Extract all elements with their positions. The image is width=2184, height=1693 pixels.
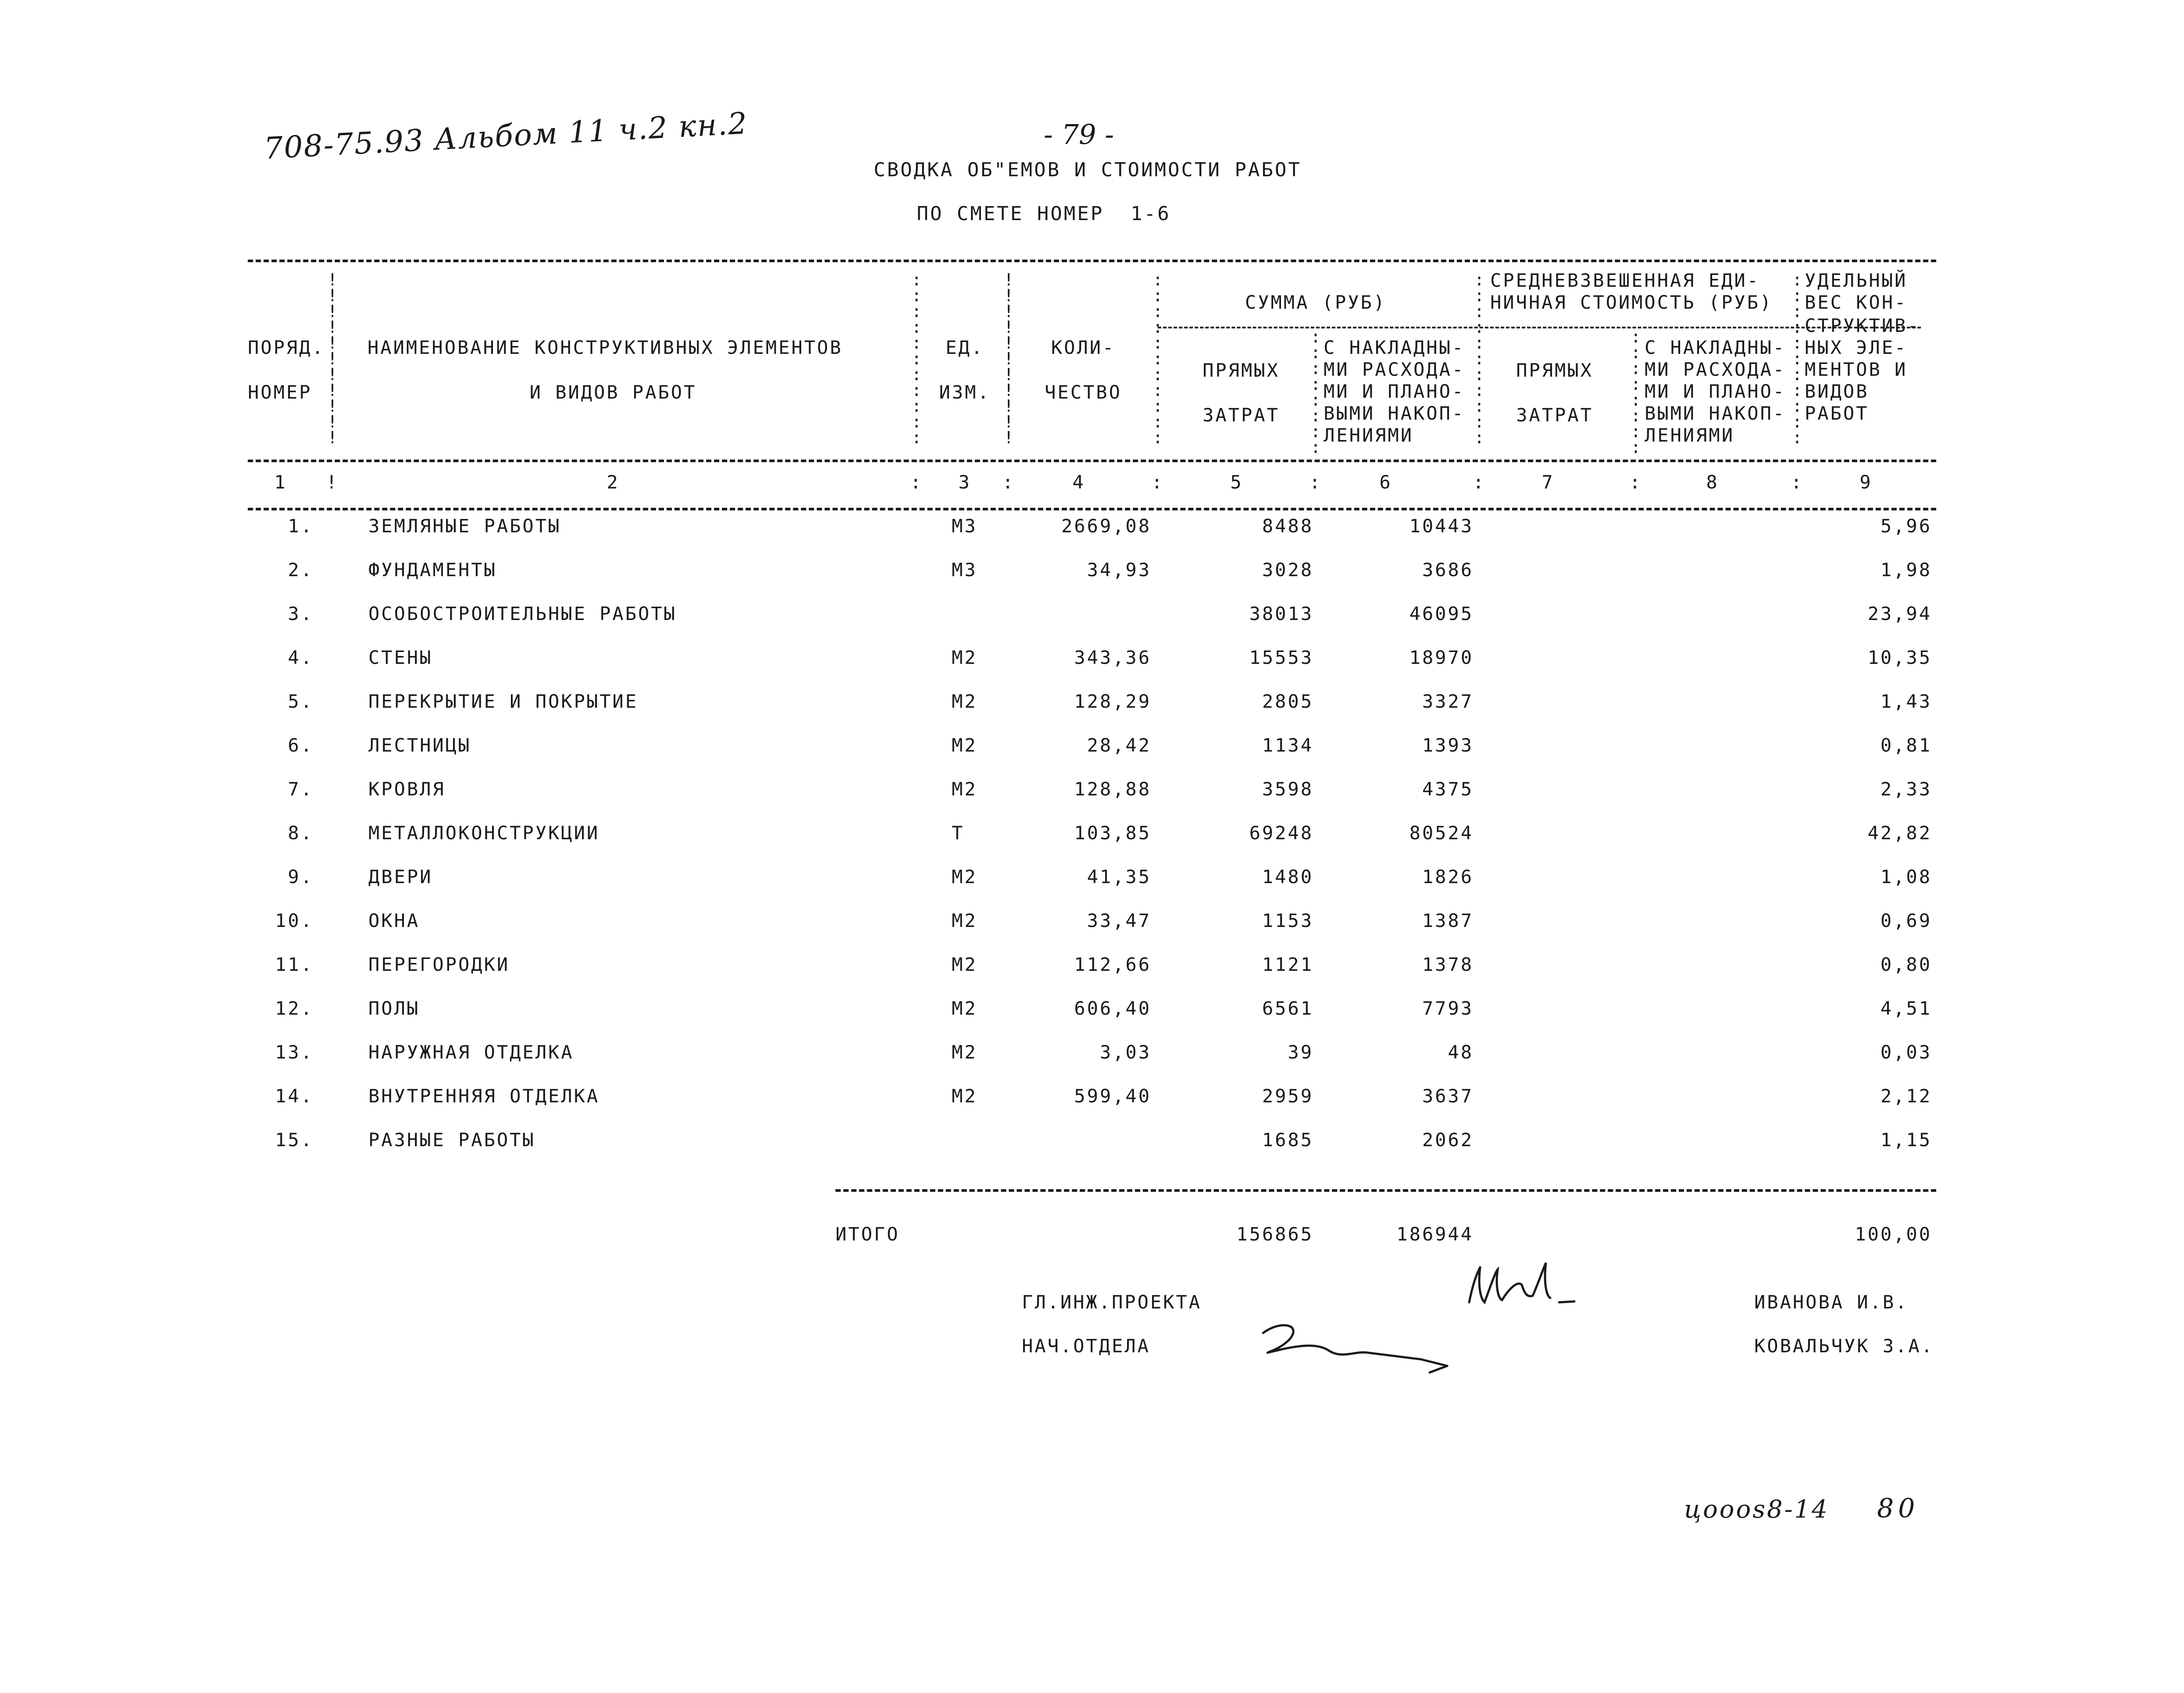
col7-header-line1: ПРЯМЫХ xyxy=(1516,360,1593,381)
col-number: 9 xyxy=(1859,471,1873,493)
row-overhead: 10443 xyxy=(1409,515,1474,537)
header-separator: : : : : : : : : : : : xyxy=(1474,270,1485,447)
row-name: ОСОБОСТРОИТЕЛЬНЫЕ РАБОТЫ xyxy=(368,603,677,624)
col6-header-line1: С НАКЛАДНЫ- xyxy=(1324,337,1465,358)
col-number: 1 xyxy=(274,471,287,493)
row-direct: 1480 xyxy=(1262,866,1313,887)
col-number: 6 xyxy=(1379,471,1392,493)
col5-header-line2: ЗАТРАТ xyxy=(1203,404,1280,426)
header-separator: : : : : : : : : xyxy=(1631,327,1641,457)
row-name: ПЕРЕГОРОДКИ xyxy=(368,954,510,975)
row-number: 11. xyxy=(275,954,314,975)
archive-stamp: цоооs8-14 xyxy=(1684,1495,1829,1524)
row-name: ПЕРЕКРЫТИЕ И ПОКРЫТИЕ xyxy=(368,691,639,712)
col3-header-line1: ЕД. xyxy=(946,337,984,358)
col8-header-line5: ЛЕНИЯМИ xyxy=(1645,424,1735,446)
col-number-separator: : xyxy=(1473,471,1486,493)
col6-header-line4: ВЫМИ НАКОП- xyxy=(1324,403,1465,424)
col9-header-line6: ВИДОВ xyxy=(1805,381,1869,402)
row-overhead: 1387 xyxy=(1422,910,1474,931)
row-unit: Т xyxy=(952,822,965,844)
row-unit: М2 xyxy=(952,998,978,1019)
col1-header-line1: ПОРЯД. xyxy=(248,337,325,358)
col2-header-line2: И ВИДОВ РАБОТ xyxy=(529,381,697,403)
row-number: 9. xyxy=(288,866,314,887)
col4-header-line2: ЧЕСТВО xyxy=(1045,381,1122,403)
document-subtitle: ПО СМЕТЕ НОМЕР 1-6 xyxy=(917,203,1171,225)
row-share: 1,08 xyxy=(1880,866,1932,887)
row-overhead: 3637 xyxy=(1422,1085,1474,1107)
row-name: КРОВЛЯ xyxy=(368,778,446,800)
row-unit: М2 xyxy=(952,1085,978,1107)
row-share: 10,35 xyxy=(1867,647,1932,668)
row-quantity: 103,85 xyxy=(1074,822,1151,844)
row-overhead: 18970 xyxy=(1409,647,1474,668)
col9-header-line5: МЕНТОВ И xyxy=(1805,359,1908,380)
row-share: 2,33 xyxy=(1880,778,1932,800)
col-number: 5 xyxy=(1230,471,1243,493)
row-direct: 15553 xyxy=(1249,647,1313,668)
row-name: ВНУТРЕННЯЯ ОТДЕЛКА xyxy=(368,1085,600,1107)
row-direct: 1121 xyxy=(1262,954,1313,975)
total-label: ИТОГО xyxy=(835,1223,900,1245)
row-number: 3. xyxy=(288,603,314,624)
row-overhead: 1378 xyxy=(1422,954,1474,975)
row-share: 1,43 xyxy=(1880,691,1932,712)
row-number: 14. xyxy=(275,1085,314,1107)
row-name: ЛЕСТНИЦЫ xyxy=(368,734,471,756)
col6-header-line5: ЛЕНИЯМИ xyxy=(1324,424,1414,446)
header-separator: ! ! ! ! ! ! ! ! ! ! ! xyxy=(1003,270,1014,447)
row-quantity: 128,29 xyxy=(1074,691,1151,712)
col8-header-line4: ВЫМИ НАКОП- xyxy=(1645,403,1786,424)
col-number-separator: : xyxy=(1002,471,1015,493)
row-direct: 38013 xyxy=(1249,603,1313,624)
row-name: СТЕНЫ xyxy=(368,647,433,668)
row-unit: М2 xyxy=(952,954,978,975)
row-direct: 3598 xyxy=(1262,778,1313,800)
row-overhead: 1393 xyxy=(1422,734,1474,756)
col9-header-line7: РАБОТ xyxy=(1805,403,1869,424)
row-unit: М2 xyxy=(952,778,978,800)
row-overhead: 1826 xyxy=(1422,866,1474,887)
department-head-signature xyxy=(1254,1315,1456,1381)
row-share: 5,96 xyxy=(1880,515,1932,537)
total-share: 100,00 xyxy=(1855,1223,1932,1245)
col8-header-line3: МИ И ПЛАНО- xyxy=(1645,381,1786,402)
col8-header-line1: С НАКЛАДНЫ- xyxy=(1645,337,1786,358)
row-direct: 3028 xyxy=(1262,559,1313,581)
col9-header-line3: СТРУКТИВ- xyxy=(1805,315,1920,336)
row-share: 0,03 xyxy=(1880,1041,1932,1063)
row-quantity: 112,66 xyxy=(1074,954,1151,975)
row-number: 5. xyxy=(288,691,314,712)
col6-header-line3: МИ И ПЛАНО- xyxy=(1324,381,1465,402)
row-direct: 2959 xyxy=(1262,1085,1313,1107)
row-quantity: 28,42 xyxy=(1087,734,1151,756)
row-name: МЕТАЛЛОКОНСТРУКЦИИ xyxy=(368,822,600,844)
row-unit: М2 xyxy=(952,734,978,756)
col-number: 4 xyxy=(1072,471,1085,493)
row-overhead: 2062 xyxy=(1422,1129,1474,1151)
row-unit: М2 xyxy=(952,866,978,887)
col-number-separator: ! xyxy=(326,471,339,493)
header-separator: : : : : : : : : : : : xyxy=(1153,270,1163,447)
col9-header-line4: НЫХ ЭЛЕ- xyxy=(1805,337,1908,358)
row-quantity: 343,36 xyxy=(1074,647,1151,668)
col7-header-line2: ЗАТРАТ xyxy=(1516,404,1593,426)
header-separator: : : : : : : : : : : : xyxy=(1792,270,1802,447)
chief-engineer-name: ИВАНОВА И.В. xyxy=(1754,1291,1909,1313)
row-direct: 39 xyxy=(1288,1041,1313,1063)
col-number-separator: : xyxy=(1309,471,1322,493)
col8-header-line2: МИ РАСХОДА- xyxy=(1645,359,1786,380)
col3-header-line2: ИЗМ. xyxy=(939,381,991,403)
row-direct: 69248 xyxy=(1249,822,1313,844)
colnum-bottom-rule xyxy=(248,508,1936,510)
row-share: 42,82 xyxy=(1867,822,1932,844)
total-top-rule xyxy=(835,1189,1936,1192)
row-name: РАЗНЫЕ РАБОТЫ xyxy=(368,1129,535,1151)
row-number: 1. xyxy=(288,515,314,537)
row-name: ОКНА xyxy=(368,910,420,931)
col5-header-line1: ПРЯМЫХ xyxy=(1203,360,1280,381)
row-unit: М3 xyxy=(952,559,978,581)
row-number: 6. xyxy=(288,734,314,756)
header-bottom-rule xyxy=(248,460,1936,462)
row-quantity: 128,88 xyxy=(1074,778,1151,800)
col1-header-line2: НОМЕР xyxy=(248,381,312,403)
row-quantity: 34,93 xyxy=(1087,559,1151,581)
col-number: 8 xyxy=(1706,471,1719,493)
row-name: ДВЕРИ xyxy=(368,866,433,887)
row-direct: 8488 xyxy=(1262,515,1313,537)
row-unit: М2 xyxy=(952,691,978,712)
row-unit: М2 xyxy=(952,647,978,668)
row-number: 12. xyxy=(275,998,314,1019)
row-overhead: 80524 xyxy=(1409,822,1474,844)
album-reference: 708-75.93 Альбом 11 ч.2 кн.2 xyxy=(263,106,749,166)
row-number: 15. xyxy=(275,1129,314,1151)
col-number-separator: : xyxy=(1151,471,1164,493)
row-overhead: 4375 xyxy=(1422,778,1474,800)
col-number-separator: : xyxy=(910,471,923,493)
row-number: 13. xyxy=(275,1041,314,1063)
col-number: 2 xyxy=(607,471,620,493)
col6-header-line2: МИ РАСХОДА- xyxy=(1324,359,1465,380)
row-overhead: 3686 xyxy=(1422,559,1474,581)
row-overhead: 7793 xyxy=(1422,998,1474,1019)
row-direct: 1153 xyxy=(1262,910,1313,931)
row-quantity: 33,47 xyxy=(1087,910,1151,931)
row-name: ФУНДАМЕНТЫ xyxy=(368,559,497,581)
row-unit: М2 xyxy=(952,1041,978,1063)
avg-group-header-line1: СРЕДНЕВЗВЕШЕННАЯ ЕДИ- xyxy=(1490,270,1760,291)
footer-page-number: 80 xyxy=(1877,1493,1920,1524)
row-number: 7. xyxy=(288,778,314,800)
row-direct: 2805 xyxy=(1262,691,1313,712)
row-number: 10. xyxy=(275,910,314,931)
row-overhead: 48 xyxy=(1448,1041,1474,1063)
row-number: 4. xyxy=(288,647,314,668)
col9-header-line1: УДЕЛЬНЫЙ xyxy=(1805,270,1908,291)
total-overhead: 186944 xyxy=(1396,1223,1474,1245)
header-separator: : : : : : : : : : : : xyxy=(911,270,922,447)
row-quantity: 599,40 xyxy=(1074,1085,1151,1107)
table-top-rule xyxy=(248,260,1936,262)
chief-engineer-signature xyxy=(1460,1254,1592,1315)
row-overhead: 3327 xyxy=(1422,691,1474,712)
col2-header-line1: НАИМЕНОВАНИЕ КОНСТРУКТИВНЫХ ЭЛЕМЕНТОВ xyxy=(368,337,843,358)
department-head-name: КОВАЛЬЧУК З.А. xyxy=(1754,1335,1934,1357)
department-head-title: НАЧ.ОТДЕЛА xyxy=(1022,1335,1150,1357)
row-share: 0,81 xyxy=(1880,734,1932,756)
row-quantity: 3,03 xyxy=(1099,1041,1151,1063)
col-number: 3 xyxy=(958,471,971,493)
row-direct: 1134 xyxy=(1262,734,1313,756)
sum-group-header: СУММА (РУБ) xyxy=(1245,292,1387,313)
row-quantity: 41,35 xyxy=(1087,866,1151,887)
avg-group-header-line2: НИЧНАЯ СТОИМОСТЬ (РУБ) xyxy=(1490,292,1773,313)
row-share: 0,80 xyxy=(1880,954,1932,975)
row-quantity: 606,40 xyxy=(1074,998,1151,1019)
row-direct: 1685 xyxy=(1262,1129,1313,1151)
page-number: - 79 - xyxy=(1043,118,1114,150)
row-overhead: 46095 xyxy=(1409,603,1474,624)
document-title: СВОДКА ОБ"ЕМОВ И СТОИМОСТИ РАБОТ xyxy=(874,159,1302,181)
row-share: 2,12 xyxy=(1880,1085,1932,1107)
row-share: 4,51 xyxy=(1880,998,1932,1019)
row-name: НАРУЖНАЯ ОТДЕЛКА xyxy=(368,1041,574,1063)
row-number: 2. xyxy=(288,559,314,581)
col9-header-line2: ВЕС КОН- xyxy=(1805,292,1908,313)
row-share: 1,98 xyxy=(1880,559,1932,581)
header-separator: ! ! ! ! ! ! ! ! ! ! ! xyxy=(327,270,338,447)
row-share: 0,69 xyxy=(1880,910,1932,931)
row-name: ЗЕМЛЯНЫЕ РАБОТЫ xyxy=(368,515,561,537)
total-direct: 156865 xyxy=(1236,1223,1313,1245)
row-quantity: 2669,08 xyxy=(1061,515,1151,537)
row-name: ПОЛЫ xyxy=(368,998,420,1019)
col4-header-line1: КОЛИ- xyxy=(1051,337,1116,358)
row-unit: М2 xyxy=(952,910,978,931)
col-number-separator: : xyxy=(1791,471,1804,493)
row-share: 23,94 xyxy=(1867,603,1932,624)
row-direct: 6561 xyxy=(1262,998,1313,1019)
row-unit: М3 xyxy=(952,515,978,537)
col-number: 7 xyxy=(1542,471,1555,493)
row-number: 8. xyxy=(288,822,314,844)
row-share: 1,15 xyxy=(1880,1129,1932,1151)
chief-engineer-title: ГЛ.ИНЖ.ПРОЕКТА xyxy=(1022,1291,1202,1313)
col-number-separator: : xyxy=(1629,471,1642,493)
header-separator: : : : : : : : : xyxy=(1310,327,1321,457)
